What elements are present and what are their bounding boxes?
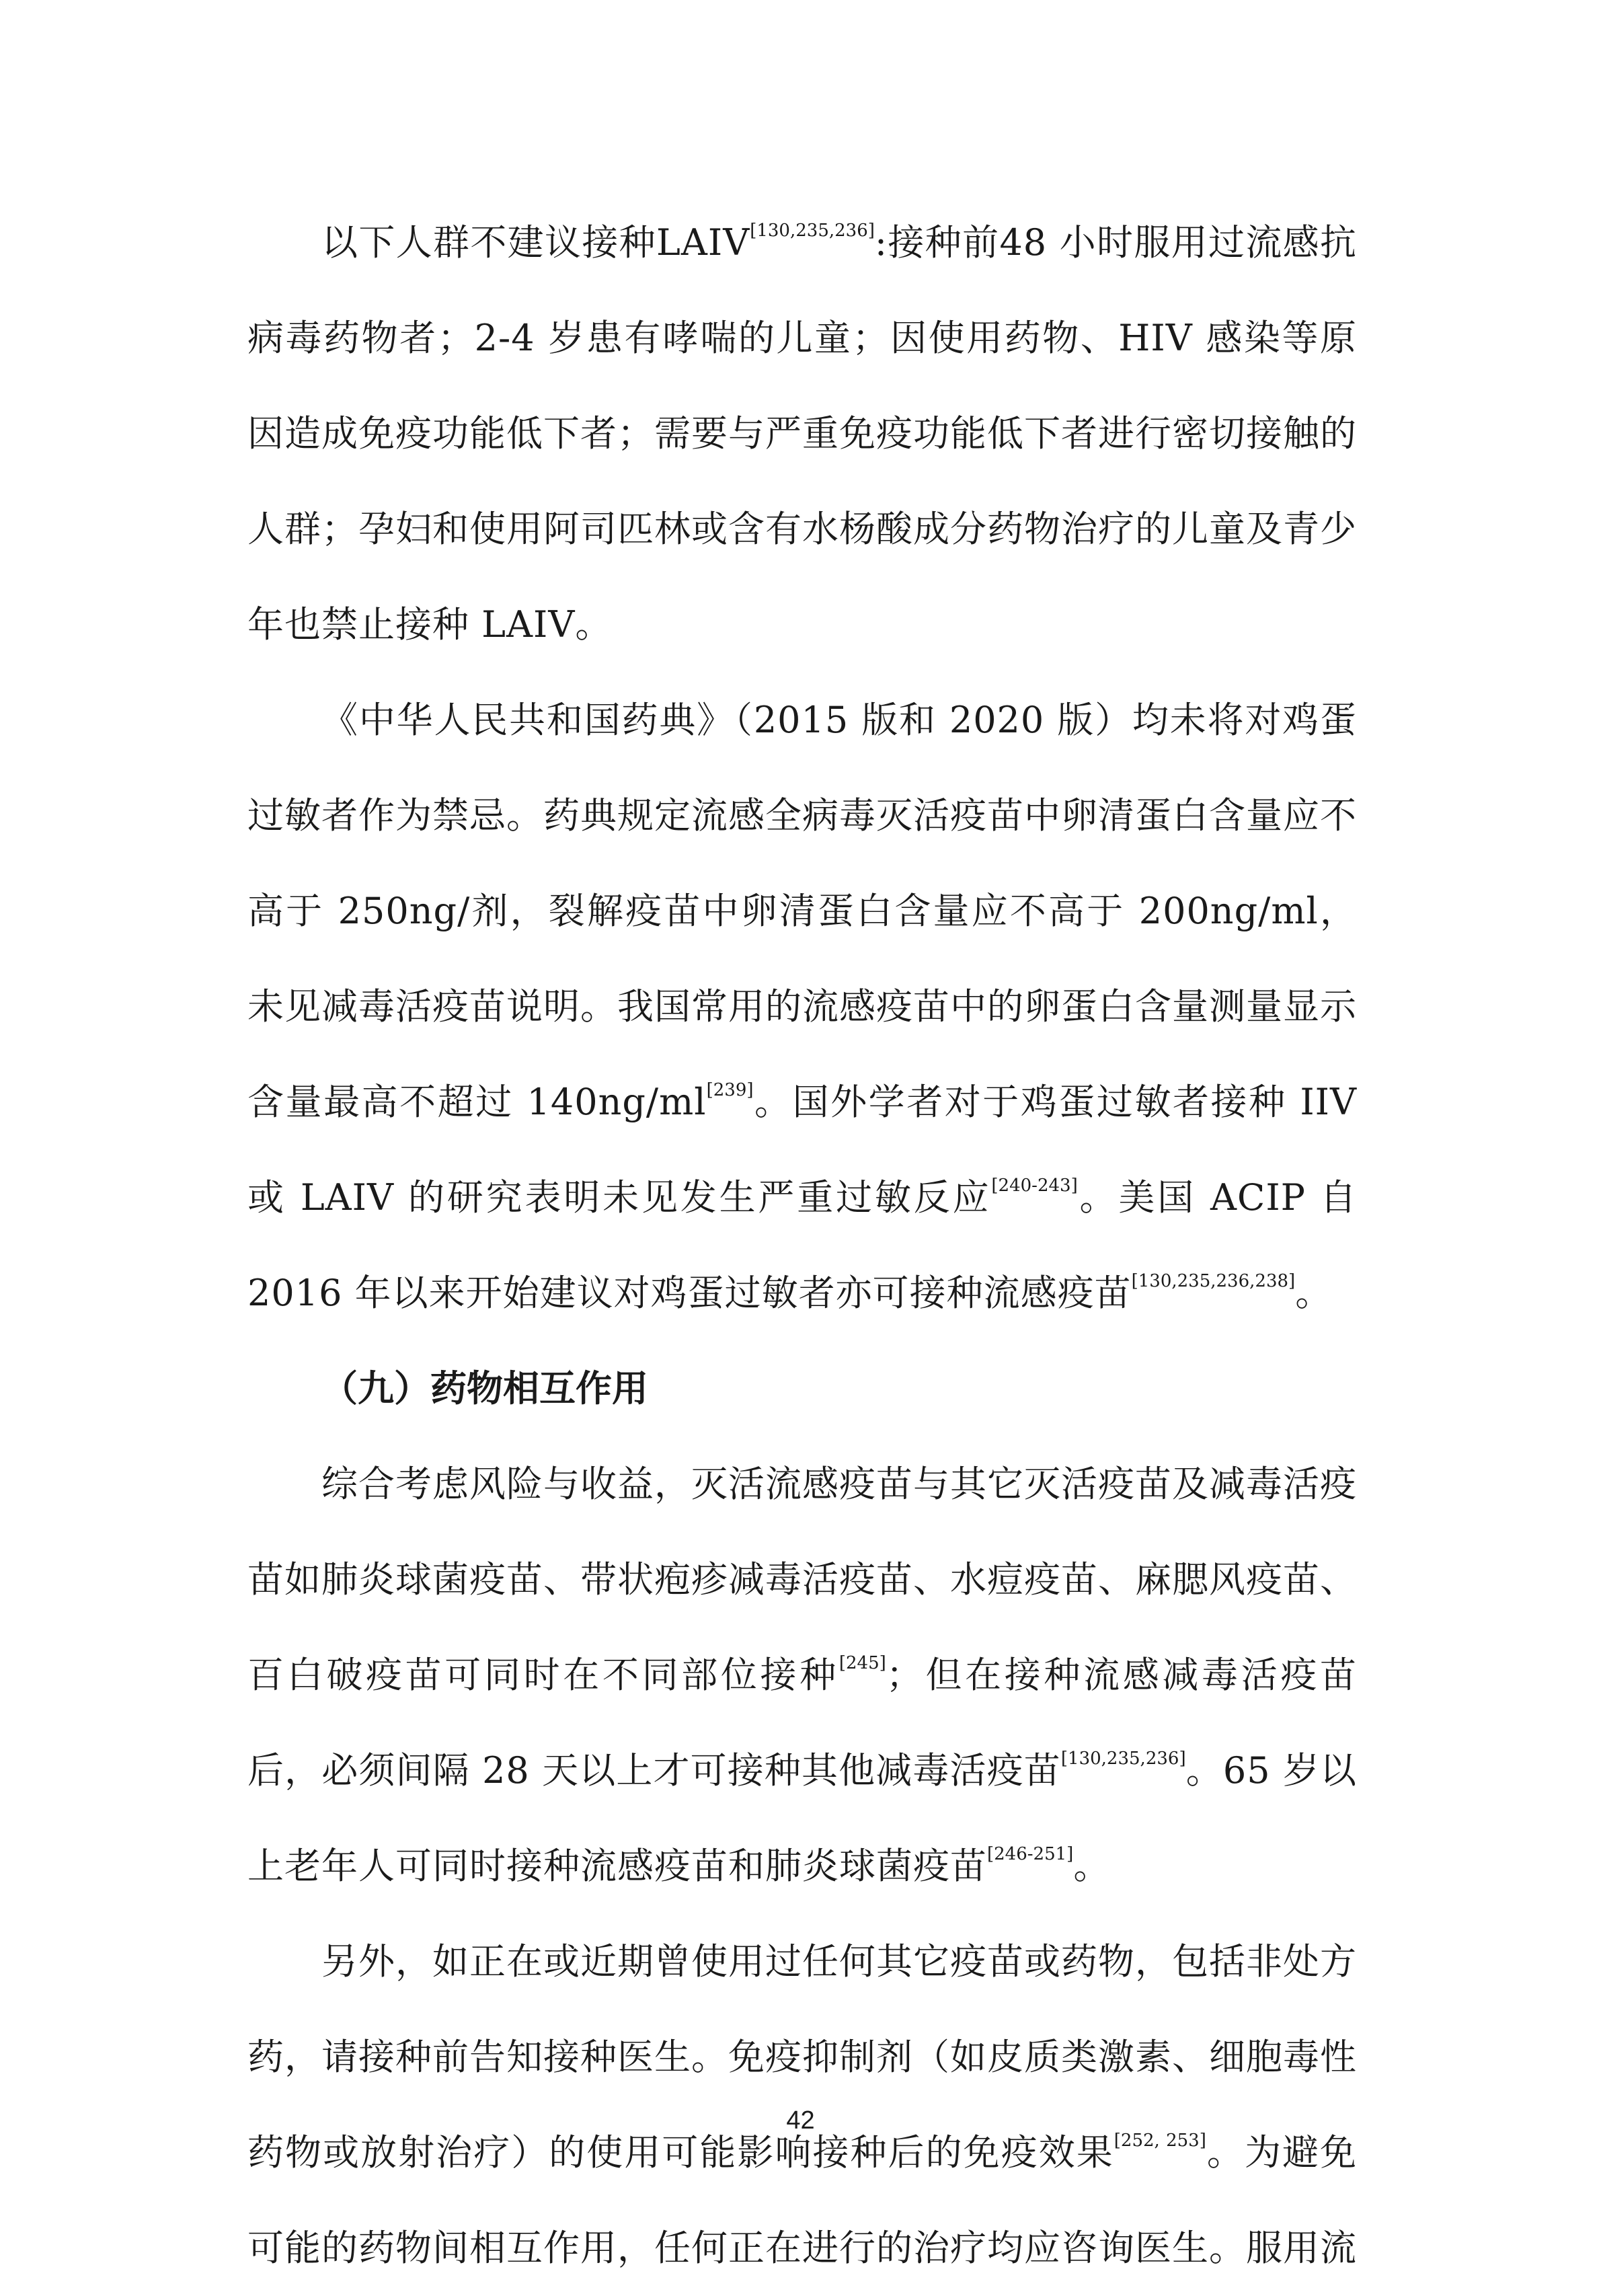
citation-reference: [252, 253] [1114, 2131, 1206, 2151]
section-heading: （九）药物相互作用 [321, 1367, 648, 1410]
citation-reference: [130,235,236] [1060, 1749, 1186, 1769]
page-body [247, 195, 1357, 2296]
body-paragraph [247, 673, 1357, 1341]
paragraph-group-bottom [247, 1437, 1357, 2296]
paragraph-text: 。 [1073, 1845, 1111, 1887]
citation-reference: [239] [706, 1080, 754, 1100]
citation-reference: [245] [838, 1653, 886, 1673]
citation-reference: [130,235,236,238] [1131, 1271, 1296, 1291]
paragraph-text: 。65 岁以上老年人可同时接种流感疫苗和肺炎球菌疫苗 [247, 1749, 1357, 1887]
citation-reference: [130,235,236] [750, 221, 875, 241]
body-paragraph [247, 1437, 1357, 1914]
body-paragraph [247, 195, 1357, 673]
paragraph-text: :接种前48 小时服用过流感抗病毒药物者；2-4 岁患有哮喘的儿童；因使用药物、HIV 感染等原因造成免疫功能低下者；需要与严重免疫功能低下者进行密切接触的人群；孕妇和使用阿司匹林或含有水杨酸成分药物治疗的儿童及青少年也禁止接种 LAIV。 [247, 221, 1357, 646]
body-paragraph [247, 1914, 1357, 2296]
paragraph-text: ；但在接种流感减毒活疫苗后，必须间隔 28 天以上才可接种其他减毒活疫苗 [247, 1654, 1358, 1792]
paragraph-text: 。国外学者对于鸡蛋过敏者接种 IIV 或 LAIV 的研究表明未见发生严重过敏反应 [247, 1081, 1358, 1219]
paragraph-text: 综合考虑风险与收益，灭活流感疫苗与其它灭活疫苗及减毒活疫苗如肺炎球菌疫苗、带状疱疹减毒活疫苗、水痘疫苗、麻腮风疫苗、百白破疫苗可同时在不同部位接种 [247, 1463, 1357, 1696]
paragraph-group-top [247, 195, 1357, 1341]
paragraph-text: 。美国 ACIP 自 2016 年以来开始建议对鸡蛋过敏者亦可接种流感疫苗 [247, 1176, 1358, 1314]
paragraph-text: 另外，如正在或近期曾使用过任何其它疫苗或药物，包括非处方药，请接种前告知接种医生。免疫抑制剂（如皮质类激素、细胞毒性药物或放射治疗）的使用可能影响接种后的免疫效果 [247, 1940, 1357, 2174]
citation-reference: [246-251] [987, 1844, 1074, 1864]
paragraph-text: 《中华人民共和国药典》（2015 版和 2020 版）均未将对鸡蛋过敏者作为禁忌。药典规定流感全病毒灭活疫苗中卵清蛋白含量应不高于 250ng/剂，裂解疫苗中卵清蛋白含量应不高于 200ng/ml，未见减毒活疫苗说明。我国常用的流感疫苗中的卵蛋白含量测量显示含量最高不超过 140ng/ml [247, 699, 1357, 1123]
citation-reference: [240-243] [991, 1176, 1078, 1196]
paragraph-text: 以下人群不建议接种LAIV [321, 221, 750, 264]
page-number: 42 [786, 2106, 815, 2135]
paragraph-text: 。 [1295, 1272, 1333, 1314]
paragraph-text: 。为避免可能的药物间相互作用，任何正在进行的治疗均应咨询医生。服用流 [247, 2131, 1358, 2269]
